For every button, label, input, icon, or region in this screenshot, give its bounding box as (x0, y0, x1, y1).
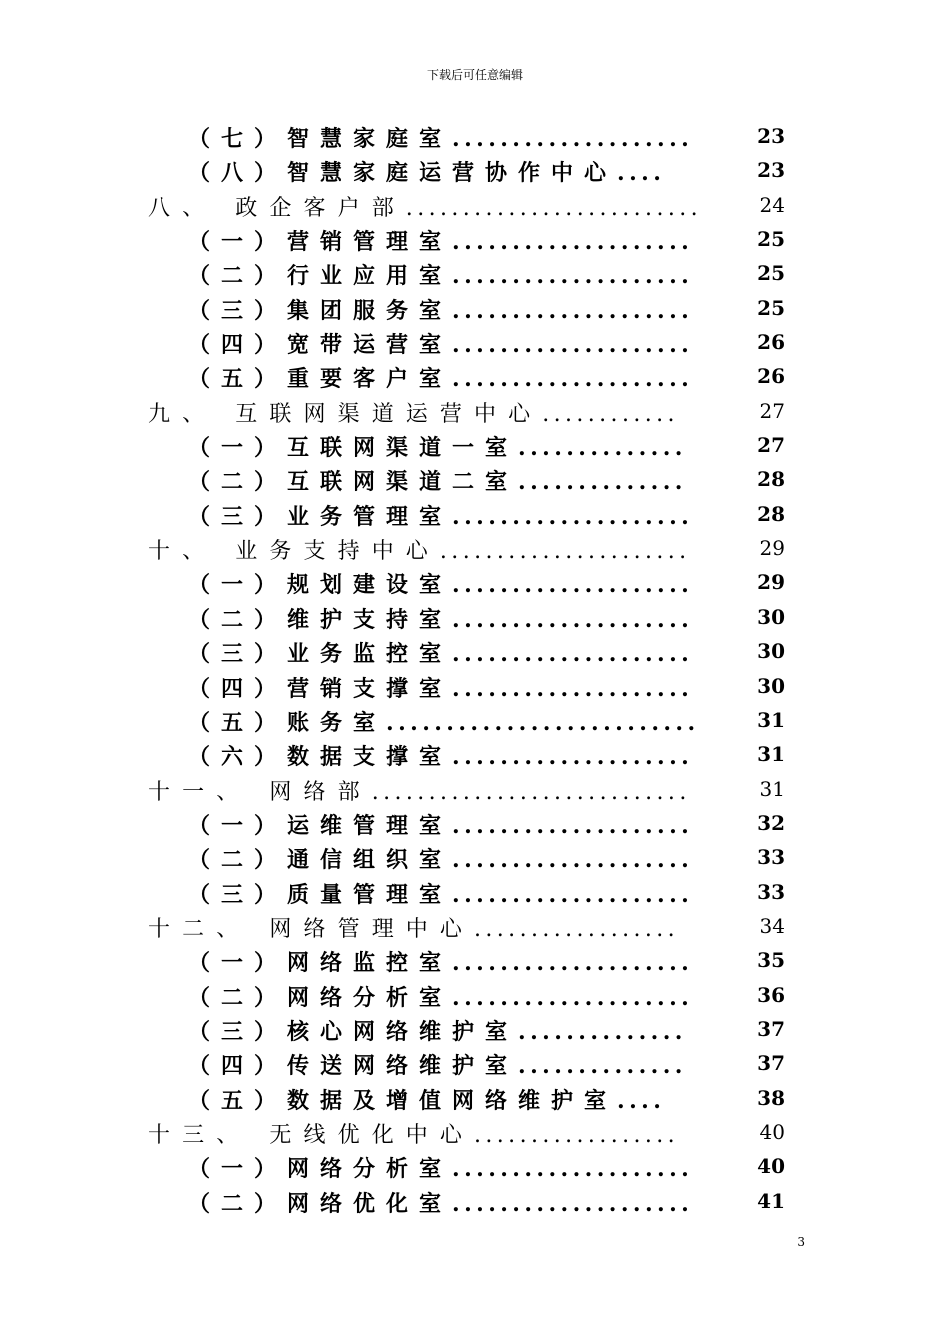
toc-entry-label (188, 122, 693, 153)
toc-leader-dots: .................... (452, 606, 694, 633)
toc-leader-dots: .................... (452, 1190, 694, 1217)
toc-entry-page: 36 (757, 982, 785, 1007)
toc-entry-page: 38 (757, 1085, 785, 1110)
toc-entry-page: 37 (757, 1051, 785, 1076)
toc-entry-page: 28 (757, 467, 785, 492)
toc-entry[interactable] (0, 221, 950, 255)
toc-entry-title: （二）网络优化室 (188, 1190, 453, 1217)
toc-entry-label (188, 259, 693, 290)
toc-entry-label (188, 465, 687, 496)
toc-entry-title: （三）集团服务室 (188, 297, 453, 324)
toc-entry[interactable] (0, 633, 950, 667)
toc-entry-page: 31 (757, 707, 785, 732)
toc-entry-label (188, 637, 693, 668)
toc-entry-title: （一）规划建设室 (188, 572, 453, 599)
toc-entry-title: （一）网络分析室 (188, 1156, 453, 1183)
toc-entry-label (188, 843, 693, 874)
toc-leader-dots: ............ (542, 401, 679, 427)
toc-entry[interactable] (0, 496, 950, 530)
toc-leader-dots: .................... (452, 744, 694, 771)
toc-leader-dots: .................... (452, 503, 694, 530)
toc-entry-title: （五）数据及增值网络维护室 (188, 1087, 618, 1114)
toc-entry[interactable] (0, 152, 950, 186)
toc-leader-dots: .......................... (386, 709, 700, 736)
toc-entry[interactable] (0, 324, 950, 358)
toc-entry[interactable] (0, 564, 950, 598)
toc-entry-label (188, 1015, 687, 1046)
toc-leader-dots: .................... (452, 297, 694, 324)
toc-entry[interactable] (0, 1183, 950, 1217)
toc-entry-label (188, 946, 693, 977)
toc-entry-page: 37 (757, 1016, 785, 1041)
toc-entry[interactable] (0, 771, 950, 805)
toc-entry-label (188, 1084, 665, 1115)
toc-entry-page: 32 (757, 810, 785, 835)
toc-entry-page: 25 (757, 261, 785, 286)
toc-entry-page: 24 (759, 192, 785, 217)
page-header: 下载后可任意编辑 (426, 68, 523, 82)
toc-entry-title: 十三、 无线优化中心 (148, 1122, 474, 1148)
toc-entry-page: 40 (759, 1119, 785, 1144)
toc-leader-dots: .............. (518, 435, 687, 462)
toc-entry[interactable] (0, 599, 950, 633)
toc-entry-title: 十二、 网络管理中心 (148, 916, 474, 942)
toc-entry-title: （五）账务室 (188, 709, 387, 736)
toc-entry-page: 30 (757, 604, 785, 629)
toc-entry-title: （三）核心网络维护室 (188, 1018, 519, 1045)
toc-entry[interactable] (0, 290, 950, 324)
toc-entry-label (148, 534, 691, 565)
toc-entry[interactable] (0, 1011, 950, 1045)
toc-entry-title: （一）互联网渠道一室 (188, 435, 519, 462)
toc-entry-page: 27 (759, 398, 785, 423)
toc-leader-dots: .................... (452, 984, 694, 1011)
toc-entry-page: 33 (757, 879, 785, 904)
toc-entry-page: 25 (757, 227, 785, 252)
toc-entry-label (188, 500, 693, 531)
toc-entry-title: （一）运维管理室 (188, 812, 453, 839)
toc-entry-page: 26 (757, 364, 785, 389)
toc-entry[interactable] (0, 839, 950, 873)
toc-entry-page: 31 (759, 776, 785, 801)
toc-entry-page: 29 (757, 570, 785, 595)
toc-leader-dots: .................... (452, 229, 694, 256)
toc-entry[interactable] (0, 942, 950, 976)
toc-entry[interactable] (0, 874, 950, 908)
toc-entry-label (148, 397, 679, 428)
toc-entry-page: 26 (757, 330, 785, 355)
toc-leader-dots: .................... (452, 1156, 694, 1183)
toc-entry-label (148, 775, 691, 806)
toc-leader-dots: .... (617, 160, 666, 187)
toc-entry[interactable] (0, 393, 950, 427)
toc-entry-page: 30 (757, 639, 785, 664)
toc-entry-title: （四）传送网络维护室 (188, 1053, 519, 1080)
toc-leader-dots: .................. (474, 916, 680, 942)
toc-leader-dots: .................... (452, 572, 694, 599)
toc-entry-label (148, 1118, 679, 1149)
toc-leader-dots: .... (617, 1087, 666, 1114)
toc-entry-label (188, 431, 687, 462)
toc-entry-title: （四）营销支撑室 (188, 675, 453, 702)
toc-entry-label (188, 981, 693, 1012)
toc-entry-label (188, 1152, 693, 1183)
toc-leader-dots: .............. (518, 1053, 687, 1080)
toc-entry-label (188, 603, 693, 634)
toc-entry-label (188, 362, 693, 393)
toc-entry-label (188, 740, 693, 771)
toc-entry-title: （八）智慧家庭运营协作中心 (188, 160, 618, 187)
toc-entry-label (188, 156, 665, 187)
toc-entry-title: （四）宽带运营室 (188, 332, 453, 359)
toc-entry-page: 27 (757, 433, 785, 458)
toc-entry-title: （六）数据支撑室 (188, 744, 453, 771)
toc-entry-page: 28 (757, 501, 785, 526)
toc-entry-page: 23 (757, 124, 785, 148)
toc-entry-label (188, 706, 700, 737)
toc-leader-dots: .................... (452, 812, 694, 839)
toc-entry-label (188, 809, 693, 840)
toc-entry-label (188, 294, 693, 325)
toc-entry[interactable] (0, 1114, 950, 1148)
toc-entry-page: 35 (757, 948, 785, 973)
toc-leader-dots: .................... (452, 332, 694, 359)
toc-entry-page: 23 (757, 158, 785, 183)
toc-entry-title: 八、 政企客户部 (148, 195, 406, 221)
toc-entry-title: 十、 业务支持中心 (148, 539, 440, 565)
toc-entry[interactable] (0, 358, 950, 392)
toc-entry-page: 40 (757, 1154, 785, 1179)
toc-entry-label (188, 328, 693, 359)
toc-entry[interactable] (0, 908, 950, 942)
toc-leader-dots: .......................... (405, 195, 703, 221)
toc-entry-title: （三）业务管理室 (188, 503, 453, 530)
toc-entry-label (148, 912, 679, 943)
toc-leader-dots: ...................... (439, 539, 691, 565)
toc-entry[interactable] (0, 461, 950, 495)
toc-entry[interactable] (0, 530, 950, 564)
toc-entry-label (188, 225, 693, 256)
toc-entry-label (148, 191, 702, 222)
toc-entry[interactable] (0, 736, 950, 770)
toc-entry-title: （一）网络监控室 (188, 950, 453, 977)
toc-entry-title: （三）质量管理室 (188, 881, 453, 908)
toc-leader-dots: .................... (452, 263, 694, 290)
toc-entry-title: （二）网络分析室 (188, 984, 453, 1011)
toc-entry-label (188, 672, 693, 703)
toc-entry-page: 29 (759, 536, 785, 561)
toc-entry-title: （二）行业应用室 (188, 263, 453, 290)
toc-entry-label (188, 568, 693, 599)
toc-entry-title: （三）业务监控室 (188, 641, 453, 668)
toc-entry-title: 九、 互联网渠道运营中心 (148, 401, 543, 427)
toc-leader-dots: .............. (518, 469, 687, 496)
toc-entry-title: （七）智慧家庭室 (188, 126, 453, 152)
toc-entry[interactable] (0, 1045, 950, 1079)
toc-entry[interactable] (0, 805, 950, 839)
toc-leader-dots: .................. (474, 1122, 680, 1148)
toc-entry[interactable] (0, 187, 950, 221)
toc-entry[interactable] (0, 668, 950, 702)
toc-entry[interactable] (0, 702, 950, 736)
toc-entry-page: 34 (759, 913, 785, 938)
toc-leader-dots: .................... (452, 847, 694, 874)
toc-leader-dots: .................... (452, 641, 694, 668)
toc-entry-label (188, 1187, 693, 1218)
toc-entry[interactable] (0, 118, 950, 152)
toc-leader-dots: ............................ (371, 779, 691, 805)
toc-entry-label (188, 878, 693, 909)
toc-entry-page: 41 (757, 1188, 785, 1213)
toc-entry-page: 30 (757, 673, 785, 698)
table-of-contents (0, 118, 950, 1217)
toc-entry-title: 十一、 网络部 (148, 779, 372, 805)
page-number: 3 (797, 1235, 805, 1249)
toc-leader-dots: .............. (518, 1018, 687, 1045)
toc-entry-page: 25 (757, 295, 785, 320)
toc-leader-dots: .................... (452, 950, 694, 977)
toc-entry-title: （五）重要客户室 (188, 366, 453, 393)
toc-entry-page: 33 (757, 845, 785, 870)
toc-entry[interactable] (0, 255, 950, 289)
toc-entry-title: （二）通信组织室 (188, 847, 453, 874)
toc-leader-dots: .................... (452, 881, 694, 908)
toc-leader-dots: .................... (452, 366, 694, 393)
toc-entry-label (188, 1049, 687, 1080)
toc-leader-dots: .................... (452, 126, 694, 152)
toc-leader-dots: .................... (452, 675, 694, 702)
toc-entry[interactable] (0, 1080, 950, 1114)
toc-entry[interactable] (0, 977, 950, 1011)
toc-entry-page: 31 (757, 742, 785, 767)
toc-entry-title: （二）互联网渠道二室 (188, 469, 519, 496)
toc-entry-title: （一）营销管理室 (188, 229, 453, 256)
toc-entry[interactable] (0, 427, 950, 461)
toc-entry[interactable] (0, 1148, 950, 1182)
toc-entry-title: （二）维护支持室 (188, 606, 453, 633)
